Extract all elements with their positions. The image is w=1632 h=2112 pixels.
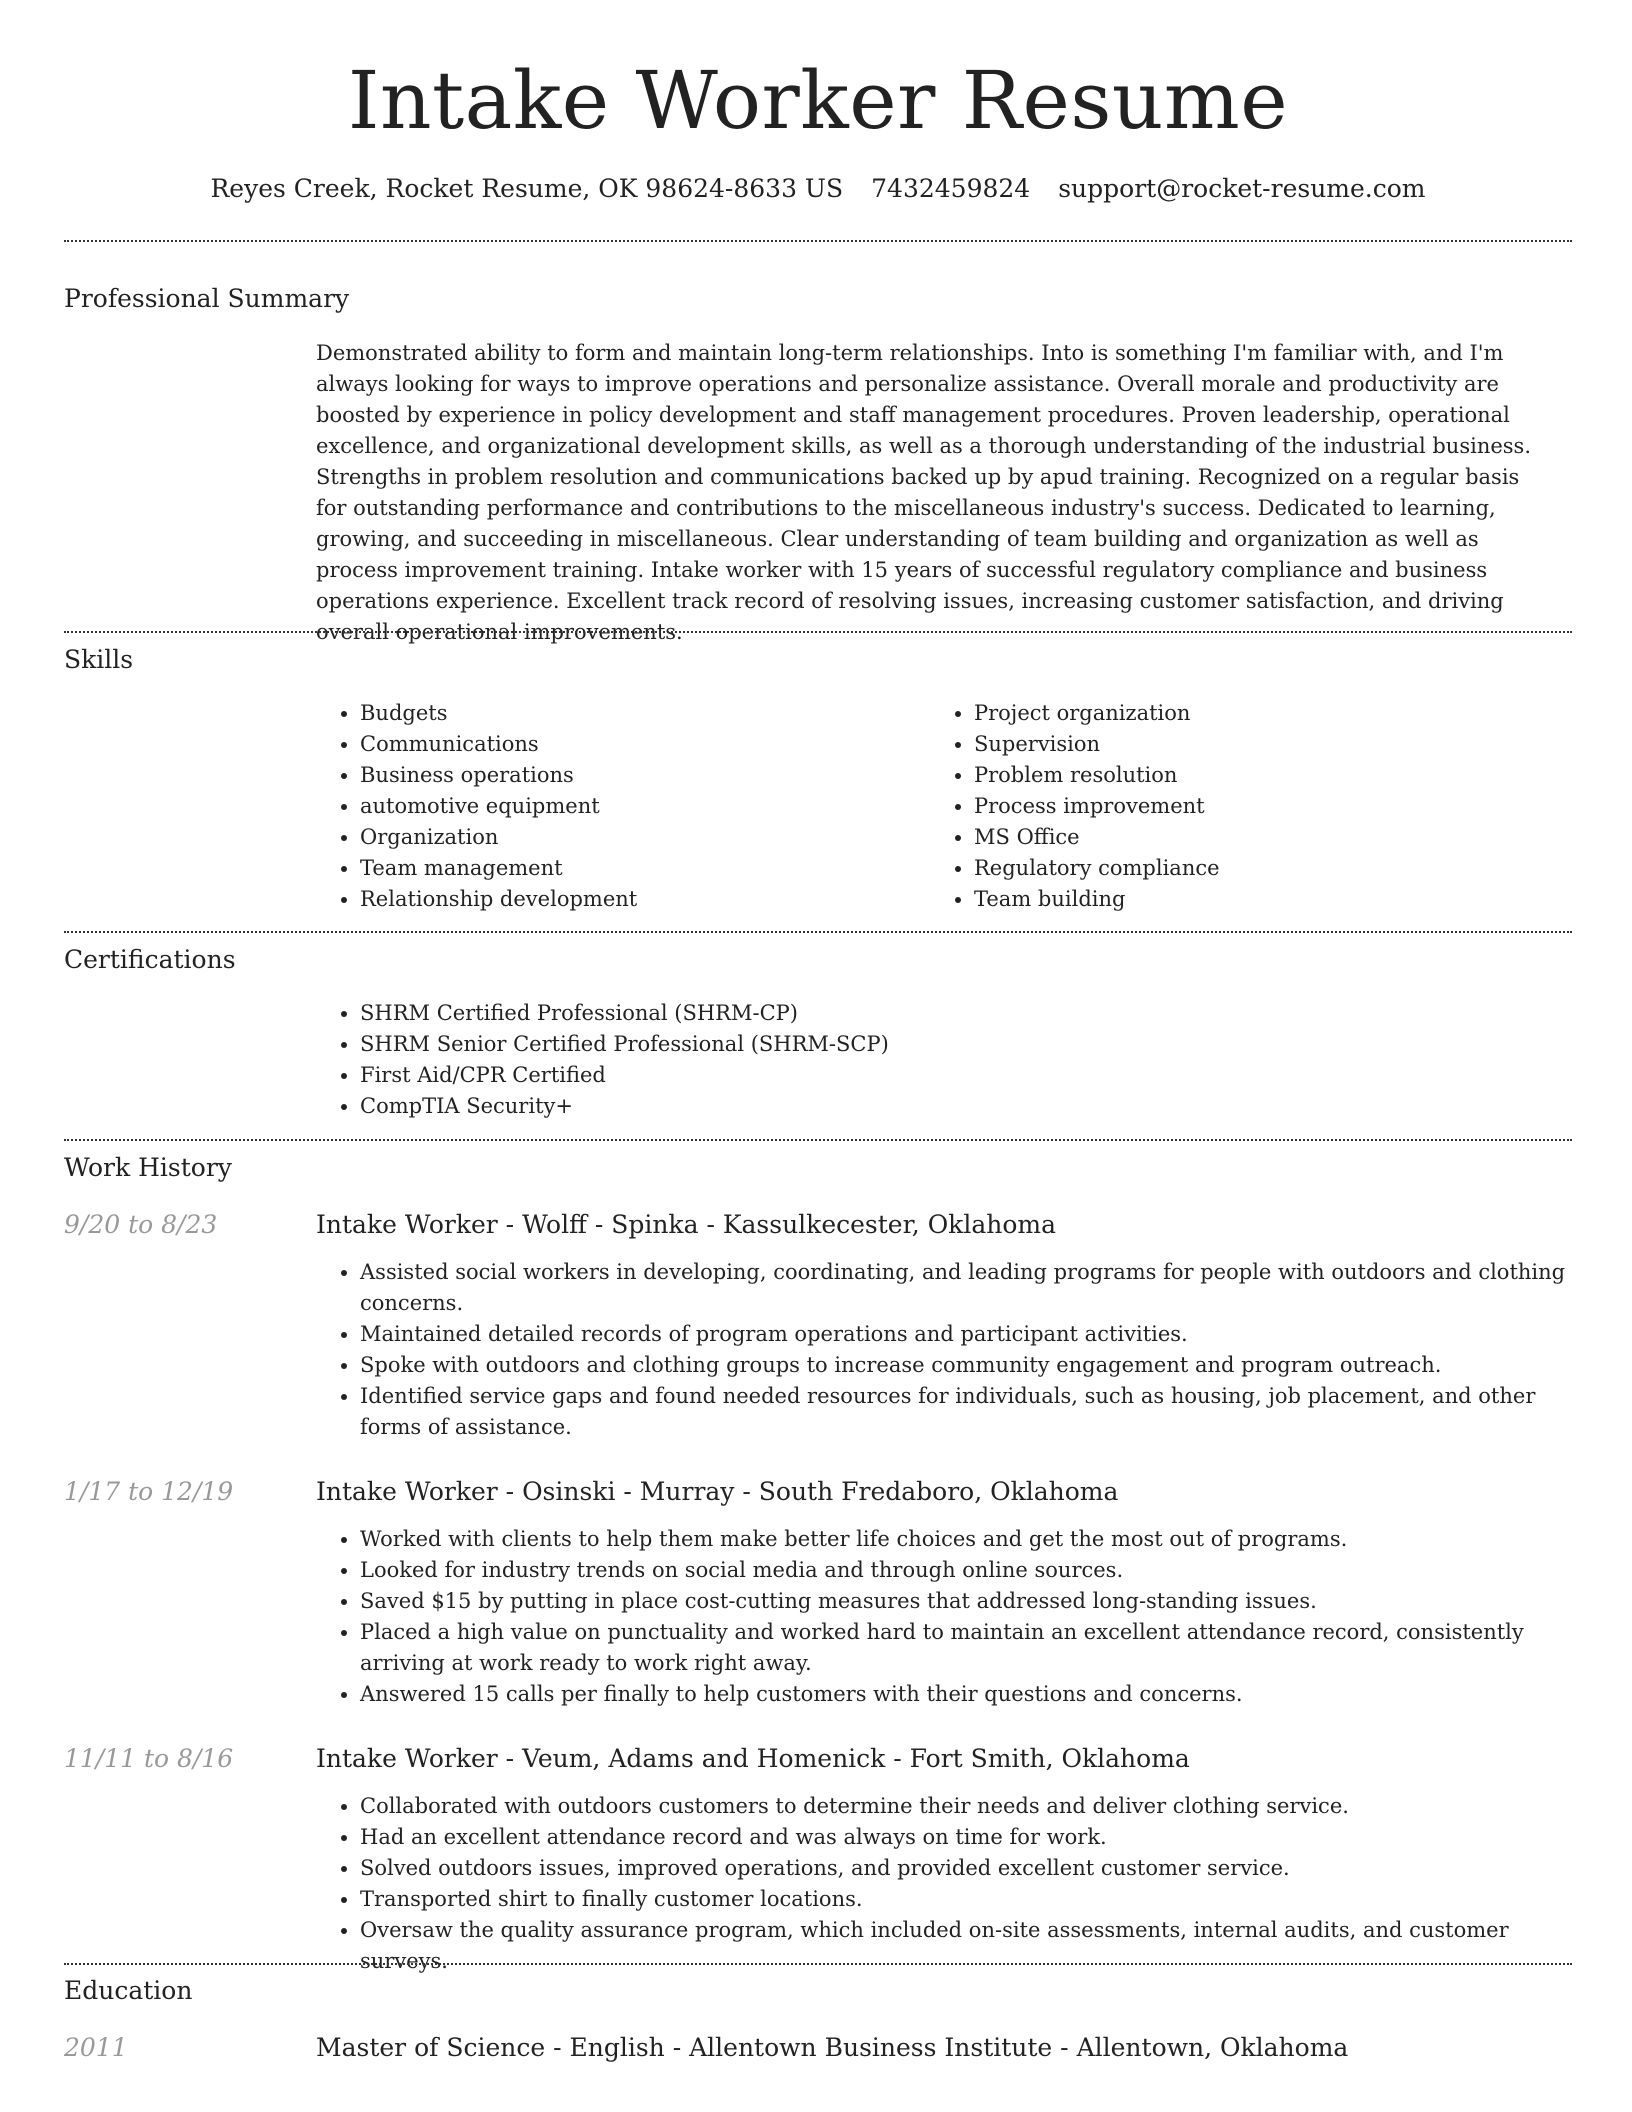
job-bullet: • Transported shirt to finally customer locations. (360, 1884, 1600, 1915)
contact-phone: 7432459824 (871, 174, 1031, 203)
skill-item: • MS Office (974, 822, 1574, 853)
skills-list-left (316, 698, 920, 915)
job-position: Intake Worker (316, 1210, 498, 1239)
education-entry (316, 2031, 1348, 2065)
summary-text: Demonstrated ability to form and maintain long-term relationships. Into is something I'm familiar with, and I'm always looking for ways to improve operations and personalize assistance. Overall morale and productivity are boosted by experience in policy development and staff management procedures. Proven leadership, operational excellence, and organizational development skills, as well as a thorough understanding of the industrial business. Strengths in problem resolution and communications backed up by apud training. Recognized on a regular basis for outstanding performance and contributions to the miscellaneous industry's success. Dedicated to learning, growing, and succeeding in miscellaneous. Clear understanding of team building and organization as well as process improvement training. Intake worker with 15 years of successful regulatory compliance and business operations experience. Excellent track record of resolving issues, increasing customer satisfaction, and driving overall operational improvements. (316, 341, 1531, 644)
divider (64, 1139, 1572, 1141)
job-bullet: • Worked with clients to help them make better life choices and get the most out of programs. (360, 1524, 1600, 1555)
contact-address: Reyes Creek, Rocket Resume, OK 98624-8633 US (210, 174, 844, 203)
certification-item: • SHRM Senior Certified Professional (SHRM-SCP) (360, 1029, 1560, 1060)
job-bullet: • Had an excellent attendance record and was always on time for work. (360, 1822, 1600, 1853)
job-position: Intake Worker (316, 1477, 498, 1506)
education-heading: Education (64, 1976, 193, 2005)
certifications-list (316, 998, 1560, 1122)
job-title (316, 1475, 1118, 1509)
work-history-heading: Work History (64, 1153, 232, 1182)
job-bullet: • Identified service gaps and found needed resources for individuals, such as housing, job placement, and other forms of assistance. (360, 1381, 1600, 1443)
skill-item: • Business operations (360, 760, 920, 791)
job-bullets (316, 1791, 1600, 1977)
divider (64, 931, 1572, 933)
education-year: 2011 (64, 2033, 128, 2062)
job-position: Intake Worker (316, 1744, 498, 1773)
skill-item: • Budgets (360, 698, 920, 729)
education-field: - English (545, 2033, 665, 2062)
skill-item: • Project organization (974, 698, 1574, 729)
job-bullet: • Solved outdoors issues, improved operations, and provided excellent customer service. (360, 1853, 1600, 1884)
summary-heading: Professional Summary (64, 284, 350, 313)
contact-line (64, 172, 1572, 206)
skill-item: • Process improvement (974, 791, 1574, 822)
divider (64, 631, 1572, 633)
skill-item: • Relationship development (360, 884, 920, 915)
skill-item: • Problem resolution (974, 760, 1574, 791)
job-company: - Wolff - Spinka (498, 1210, 699, 1239)
job-title (316, 1742, 1190, 1776)
job-dates: 11/11 to 8/16 (64, 1744, 234, 1773)
job-title (316, 1208, 1056, 1242)
skill-item: • Communications (360, 729, 920, 760)
job-location: - South Fredaboro, Oklahoma (734, 1477, 1118, 1506)
skill-item: • Supervision (974, 729, 1574, 760)
job-dates: 1/17 to 12/19 (64, 1477, 234, 1506)
job-dates: 9/20 to 8/23 (64, 1210, 218, 1239)
job-location: - Kassulkecester, Oklahoma (699, 1210, 1057, 1239)
skill-item: • Team management (360, 853, 920, 884)
job-bullet: • Placed a high value on punctuality and worked hard to maintain an excellent attendance record, consistently arriving at work ready to work right away. (360, 1617, 1600, 1679)
job-bullet: • Oversaw the quality assurance program, which included on-site assessments, internal audits, and customer surveys. (360, 1915, 1600, 1977)
education-school: - Allentown Business Institute (665, 2033, 1052, 2062)
job-company: - Veum, Adams and Homenick (498, 1744, 886, 1773)
education-degree: Master of Science (316, 2033, 546, 2062)
job-bullets (316, 1257, 1600, 1443)
job-bullet: • Collaborated with outdoors customers to determine their needs and deliver clothing service. (360, 1791, 1600, 1822)
certification-item: • CompTIA Security+ (360, 1091, 1560, 1122)
job-company: - Osinski - Murray (498, 1477, 735, 1506)
skills-list-right (930, 698, 1574, 915)
skill-item: • Organization (360, 822, 920, 853)
certification-item: • SHRM Certified Professional (SHRM-CP) (360, 998, 1560, 1029)
job-bullet: • Assisted social workers in developing, coordinating, and leading programs for people with outdoors and clothing concerns. (360, 1257, 1600, 1319)
skill-item: • Team building (974, 884, 1574, 915)
job-location: - Fort Smith, Oklahoma (885, 1744, 1190, 1773)
divider (64, 240, 1572, 242)
certification-item: • First Aid/CPR Certified (360, 1060, 1560, 1091)
job-bullet: • Looked for industry trends on social media and through online sources. (360, 1555, 1600, 1586)
education-location: - Allentown, Oklahoma (1052, 2033, 1348, 2062)
certifications-heading: Certifications (64, 945, 236, 974)
skill-item: • Regulatory compliance (974, 853, 1574, 884)
divider (64, 1963, 1572, 1965)
skill-item: • automotive equipment (360, 791, 920, 822)
contact-email: support@rocket-resume.com (1058, 174, 1426, 203)
job-bullets (316, 1524, 1600, 1710)
skills-heading: Skills (64, 645, 134, 674)
job-bullet: • Maintained detailed records of program operations and participant activities. (360, 1319, 1600, 1350)
job-bullet: • Saved $15 by putting in place cost-cutting measures that addressed long-standing issues. (360, 1586, 1600, 1617)
job-bullet: • Spoke with outdoors and clothing groups to increase community engagement and program outreach. (360, 1350, 1600, 1381)
resume-title: Intake Worker Resume (347, 54, 1289, 147)
job-bullet: • Answered 15 calls per finally to help customers with their questions and concerns. (360, 1679, 1600, 1710)
